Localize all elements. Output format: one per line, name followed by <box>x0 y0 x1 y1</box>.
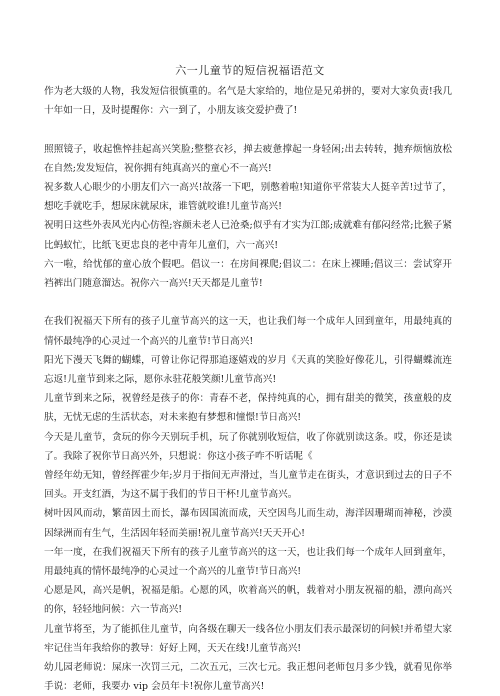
paragraph-spacer <box>44 293 452 312</box>
paragraph: 幼儿园老师说：屎床一次罚三元，二次五元，三次七元。我正想问老师包月多少钱，就看见你举手说：老师，我要办 vip 会员年卡!祝你儿童节高兴! <box>44 662 452 693</box>
paragraph: 儿童节到来之际，祝曾经是孩子的你：青春不老，保持纯真的心，拥有甜美的微笑，孩童般的皮肤，无忧无虑的生活状态，对未来抱有梦想和憧憬!节日高兴! <box>44 393 452 424</box>
paragraph: 树叶因风而动，繁苗因土而长，瀑布因国流而成，天空因鸟儿而生动，海洋因珊瑚而神秘，沙漠因绿洲而有生气，生活因年轻而美丽!祝儿童节高兴!天天开心! <box>44 508 452 539</box>
document-body <box>44 82 452 696</box>
paragraph: 一年一度，在我们祝福天下所有的孩子儿童节高兴的这一天，也让我们每一个成年人回到童年，用最纯真的情怀最纯净的心灵过一个高兴的儿童节!节日高兴! <box>44 546 452 578</box>
paragraph: 儿童节将至，为了能抓住儿童节，向各级在聊天一线各位小朋友们表示最深切的问候!并希望大家牢记住当年我给你的教导：好好上网，天天在线!儿童节高兴! <box>44 623 452 654</box>
paragraph: 祝多数人心眼少的小朋友们六一高兴!故落一下吧，别憋着啦!知道你平常装大人挺辛苦!过节了，想吃手就吃手，想尿床就尿床，谁管就咬谁!儿童节高兴! <box>44 182 452 213</box>
paragraph: 作为老大级的人物，我发短信很慎重的。名气是大家给的，地位是兄弟拼的，要对大家负责!我几十年如一日，及时提醒你：六一到了，小朋友该交爱护费了! <box>44 86 452 117</box>
paragraph: 心愿是风，高兴是帆，祝福是船。心愿的风，吹着高兴的帆，载着对小朋友祝福的船，漂向高兴的你，轻轻地问候：六一节高兴! <box>44 585 452 616</box>
paragraph: 曾经年幼无知，曾经挥霍少年;岁月于指间无声滑过，当儿童节走在街头，才意识到过去的日子不回头。开支红酒，为这不属于我们的节日干杯!儿童节高兴。 <box>44 470 452 501</box>
paragraph: 今天是儿童节，贪玩的你今天别玩手机，玩了你就别收短信，收了你就别读这条。哎，你还是读了。我除了祝你节日高兴外，只想说：你这小孩子咋不听话呢《 <box>44 431 452 462</box>
document-title: 六一儿童节的短信祝福语范文 <box>175 64 325 77</box>
paragraph: 阳光下漫天飞舞的蝴蝶，可曾让你记得那追逐嬉戏的岁月《天真的笑脸好像花儿，引得蝴蝶流连忘返!儿童节到来之际，愿你永驻花般笑颜!儿童节高兴! <box>44 354 452 386</box>
paragraph: 照照镜子，收起憔悴挂起高兴笑脸;整整衣衫，掸去疲惫撑起一身轻闲;出去转转，抛弃烦恼放松在自然;发发短信，祝你拥有纯真高兴的童心不一高兴! <box>44 143 452 174</box>
paragraph: 祝明日这些外表风光内心仿徨;容颜未老人已沧桑;似乎有才实为江郎;成就难有郁闷经常;比猴子紧比蚂蚁忙，比纸飞更忠良的老中青年儿童们，六一高兴! <box>44 220 452 251</box>
paragraph-spacer <box>44 120 452 139</box>
paragraph: 在我们祝福天下所有的孩子儿童节高兴的这一天，也让我们每一个成年人回到童年，用最纯真的情怀最纯净的心灵过一个高兴的儿童节!节日高兴! <box>44 316 452 347</box>
paragraph: 六一啦，给忧郁的童心放个假吧。倡议一：在房间裸爬;倡议二：在床上裸睡;倡议三：尝试穿开裆裤出门随意溜达。祝你六一高兴!天天都是儿童节! <box>44 258 452 290</box>
